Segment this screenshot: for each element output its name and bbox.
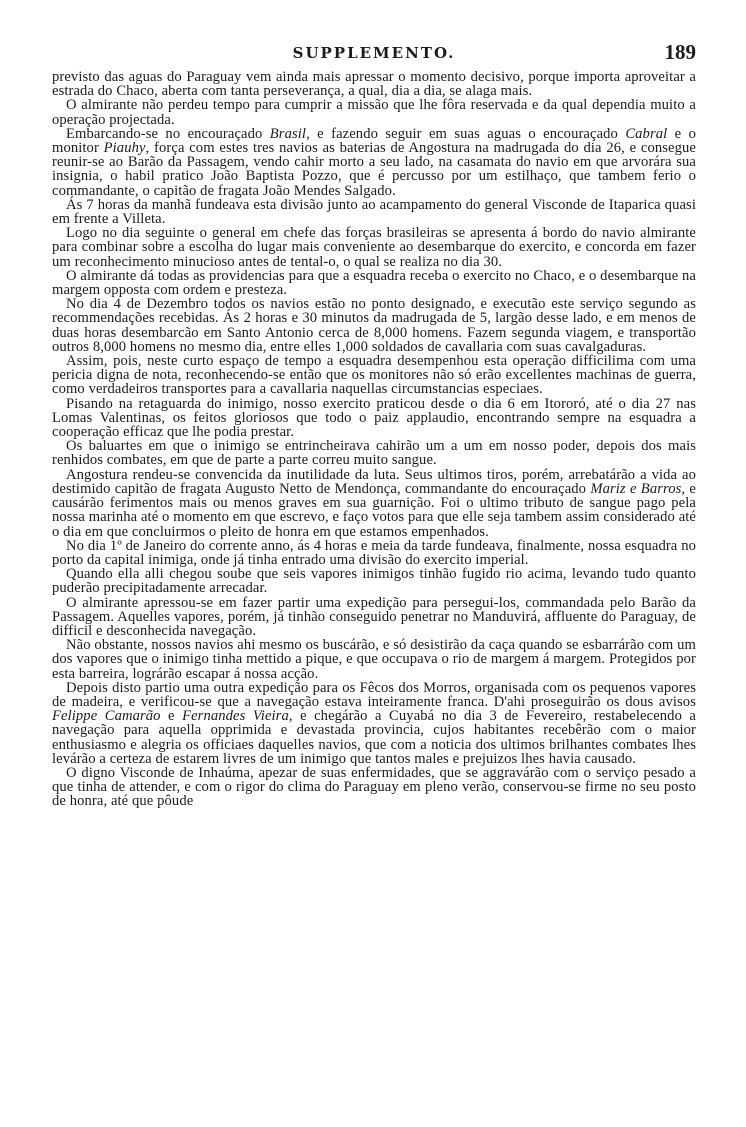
running-head [52, 40, 696, 66]
text-run: e o monitor [52, 125, 696, 157]
text-run: Assim, pois, neste curto espaço de tempo a esquadra desempenhou esta operação difficilima com uma pericia digna de nota, reconhecendo-se então que os monitores não só erão excellentes machinas de guerra, como verdadeiros transportes para a cavallaria naquellas circumstancias especiaes. [52, 353, 696, 398]
text-run: Não obstante, nossos navios ahi mesmo os buscárão, e só desistirão da caça quando se esbarrárão com um dos vapores que o inimigo tinha mettido a pique, e que occupava o rio de margem á margem. Protegidos por esta barreira, lográrão escapar á nossa acção. [52, 637, 696, 682]
text-run: No dia 4 de Dezembro todos os navios estão no ponto designado, e executão este serviço segundo as recommendações recebidas. Ás 2 horas e 30 minutos da madrugada de 5, largão desse lado, e em menos de duas horas desembarcão em Santo Antonio cerca de 8,000 homens. Fazem segunda viagem, e transportão outros 8,000 homens no mesmo dia, entre elles 1,000 soldados de cavallaria com suas cavalgaduras. [52, 296, 696, 355]
paragraph [52, 567, 696, 595]
page-number: 189 [664, 40, 696, 64]
text-run: Pisando na retaguarda do inimigo, nosso exercito praticou desde o dia 6 em Itororó, até o dia 27 nas Lomas Valentinas, os feitos gloriosos que todo o paiz applaudio, encontrando sempre na esquadra a cooperação efficaz que lhe podia prestar. [52, 395, 696, 441]
paragraph [52, 226, 696, 269]
text-run: Ás 7 horas da manhã fundeava esta divisão junto ao acampamento do general Visconde de Itaparica quasi em frente a Villeta. [52, 196, 696, 228]
paragraph [52, 70, 696, 98]
paragraph [52, 681, 696, 766]
paragraph [52, 269, 696, 297]
italic-name: Cabral [625, 125, 668, 142]
text-run: e [160, 708, 183, 725]
text-run: previsto das aguas do Paraguay vem ainda mais apressar o momento decisivo, porque importa aproveitar a estrada do Chaco, aberta com tanta perseverança, a qual, dia a dia, se alaga mais. [52, 69, 696, 100]
italic-name: Felippe Camarão [52, 708, 161, 725]
paragraph [52, 468, 696, 539]
italic-name: Piauhy [103, 140, 146, 157]
paragraph [52, 596, 696, 639]
text-run: Embarcando-se no encouraçado [66, 125, 270, 142]
paragraph [52, 354, 696, 397]
text-run: , e causárão ferimentos mais ou menos graves em sua guarnição. Foi o ultimo tributo de sangue pago pela nossa marinha até o momento em que escrevo, e faço votos para que elle seja tambem assim considerado até o dia em que concluirmos o pleito de honra em que estamos empenhados. [52, 480, 697, 540]
text-run: , e chegárão a Cuyabá no dia 3 de Fevereiro, restabelecendo a navegação para aquella opprimida e devastada provincia, cujos habitantes recebêrão com o maior enthusiasmo e alegria os officiaes daquelles navios, que com a noticia dos ultimos brilhantes combates lhes levárão a certeza de estarem livres de um inimigo que tantos males e prejuizos lhes havia causado. [52, 708, 696, 767]
paragraph [52, 766, 696, 809]
text-run: , e fazendo seguir em suas aguas o encouraçado [306, 125, 626, 142]
running-title: SUPPLEMENTO. [292, 44, 456, 62]
text-run: Logo no dia seguinte o general em chefe das forças brasileiras se apresenta á bordo do navio almirante para combinar sobre a escolha do lugar mais conveniente ao desembarque do exercito, e concorda em fazer um reconhecimento minucioso antes de tental-o, o qual se realiza no dia 30. [52, 225, 696, 270]
text-run: Os baluartes em que o inimigo se entrincheirava cahirão um a um em nosso poder, depois dos mais renhidos combates, em que de parte a parte correu muito sangue. [52, 438, 696, 469]
paragraph [52, 198, 696, 226]
italic-name: Mariz e Barros [590, 480, 682, 497]
book-page [52, 40, 696, 809]
text-run: , força com estes tres navios as baterias de Angostura na madrugada do dia 26, e consegue reunir-se ao Barão da Passagem, vendo cahir morto a seu lado, na casamata do navio em que arvorára sua insignia, o habil pratico João Baptista Pozzo, que é percusso por um estilhaço, que tambem ferio o commandante, o capitão de fragata João Mendes Salgado. [52, 140, 696, 199]
paragraph [52, 127, 696, 198]
italic-name: Fernandes Vieira [182, 708, 289, 725]
text-run: O digno Visconde de Inhaúma, apezar de suas enfermidades, que se aggravárão com o serviço pesado a que tinha de attender, e com o rigor do clima do Paraguay em pleno verão, conservou-se firme no seu posto de honra, até que pôude [52, 764, 696, 810]
paragraph [52, 638, 696, 681]
text-run: O almirante dá todas as providencias para que a esquadra receba o exercito no Chaco, e o desembarque na margem opposta com ordem e presteza. [52, 267, 696, 299]
text-run: Angostura rendeu-se convencida da inutilidade da luta. Seus ultimos tiros, porém, arrebatárão a vida ao destimido capitão de fragata Augusto Netto de Mendonça, commandante do encouraçado [52, 466, 696, 497]
paragraph [52, 439, 696, 467]
paragraph [52, 297, 696, 354]
italic-name: Brasil [269, 125, 307, 142]
text-run: Depois disto partio uma outra expedição para os Fêcos dos Morros, organisada com os pequenos vapores de madeira, e verificou-se que a navegação estava inteiramente franca. D'ahi proseguirão os dous avisos [52, 679, 696, 710]
body-text [52, 70, 696, 809]
paragraph [52, 98, 696, 126]
paragraph [52, 397, 696, 440]
text-run: O almirante não perdeu tempo para cumprir a missão que lhe fôra reservada e da qual dependia muito a operação projectada. [52, 97, 696, 128]
paragraph [52, 539, 696, 567]
text-run: Quando ella alli chegou soube que seis vapores inimigos tinhão fugido rio acima, levando tudo quanto puderão precipitadamente arrecadar. [52, 566, 696, 597]
text-run: O almirante apressou-se em fazer partir uma expedição para persegui-los, commandada pelo Barão da Passagem. Aquelles vapores, porém, já tinhão conseguido penetrar no Manduvirá, affluente do Paraguay, de difficil e desconhecida navegação. [52, 594, 696, 639]
text-run: No dia 1º de Janeiro do corrente anno, ás 4 horas e meia da tarde fundeava, finalmente, nossa esquadra no porto da capital inimiga, onde já tinha entrado uma divisão do exercito imperial. [52, 537, 696, 568]
